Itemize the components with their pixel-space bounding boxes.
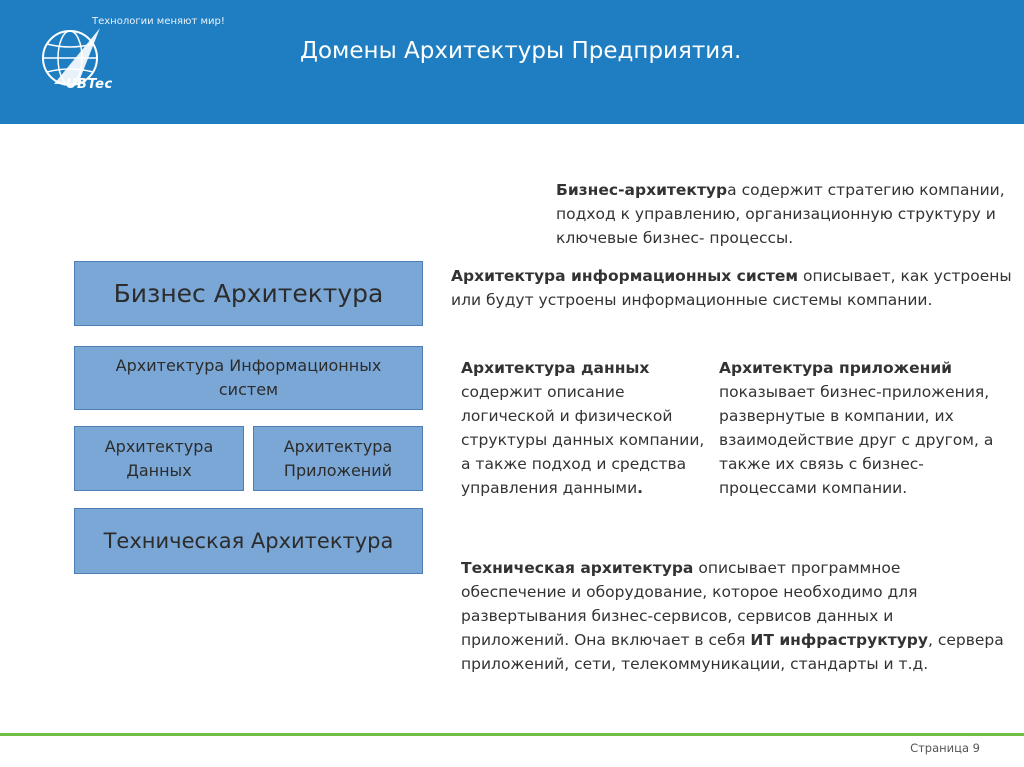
- header-bar: [0, 0, 1024, 124]
- business-architecture-label: Бизнес Архитектура: [113, 279, 384, 308]
- page-title: Домены Архитектуры Предприятия.: [300, 38, 742, 64]
- logo-text: UBTec: [66, 77, 113, 92]
- data-description-end: .: [637, 479, 644, 497]
- tech-description-text: описывает программное обеспечение и оборудование, которое необходимо для развертывания бизнес-сервисов, сервисов данных и приложений. Она включает в себя: [461, 559, 918, 649]
- data-description-text: содержит описание логической и физической структуры данных компании, а также подход и средства управления данными: [461, 383, 705, 497]
- app-architecture-label-line2: Приложений: [283, 460, 393, 480]
- tech-architecture-label: Техническая Архитектура: [103, 529, 394, 553]
- tech-description: [461, 556, 1006, 676]
- is-description: [451, 264, 1016, 312]
- data-description: [461, 356, 706, 500]
- apps-description-text: показывает бизнес-приложения, развернутые в компании, их взаимодействие друг с другом, а также их связь с бизнес- процессами компании.: [719, 383, 994, 497]
- is-description-text: описывает, как устроены или будут устроены информационные системы компании.: [451, 267, 1012, 309]
- is-architecture-label-line2: систем: [218, 380, 279, 399]
- page-number: Страница 9: [910, 741, 980, 755]
- business-description-bold: Бизнес-архитектур: [556, 181, 728, 199]
- business-description-text: а содержит стратегию компании, подход к управлению, организационную структуру и ключевые бизнес- процессы.: [556, 181, 1005, 247]
- apps-description-bold: Архитектура приложений: [719, 359, 953, 377]
- data-description-bold: Архитектура данных: [461, 359, 650, 377]
- is-architecture-label-line1: Архитектура Информационных: [115, 356, 382, 375]
- tech-description-bold-infra: ИТ инфраструктуру: [750, 631, 928, 649]
- data-architecture-box: [74, 426, 244, 491]
- tech-description-bold: Техническая архитектура: [461, 559, 694, 577]
- is-architecture-box: [74, 346, 423, 410]
- app-architecture-box: [253, 426, 423, 491]
- apps-description: [719, 356, 999, 500]
- data-architecture-label-line2: Данных: [126, 460, 192, 480]
- tagline: Технологии меняют мир!: [92, 16, 225, 27]
- tech-description-text-end: , сервера приложений, сети, телекоммуникации, стандарты и т.д.: [461, 631, 1004, 673]
- tech-architecture-box: [74, 508, 423, 574]
- app-architecture-label-line1: Архитектура: [283, 436, 393, 456]
- data-architecture-label-line1: Архитектура: [104, 436, 214, 456]
- footer-divider: [0, 733, 1024, 736]
- is-description-bold: Архитектура информационных систем: [451, 267, 799, 285]
- business-architecture-box: [74, 261, 423, 326]
- business-description: [556, 178, 1006, 250]
